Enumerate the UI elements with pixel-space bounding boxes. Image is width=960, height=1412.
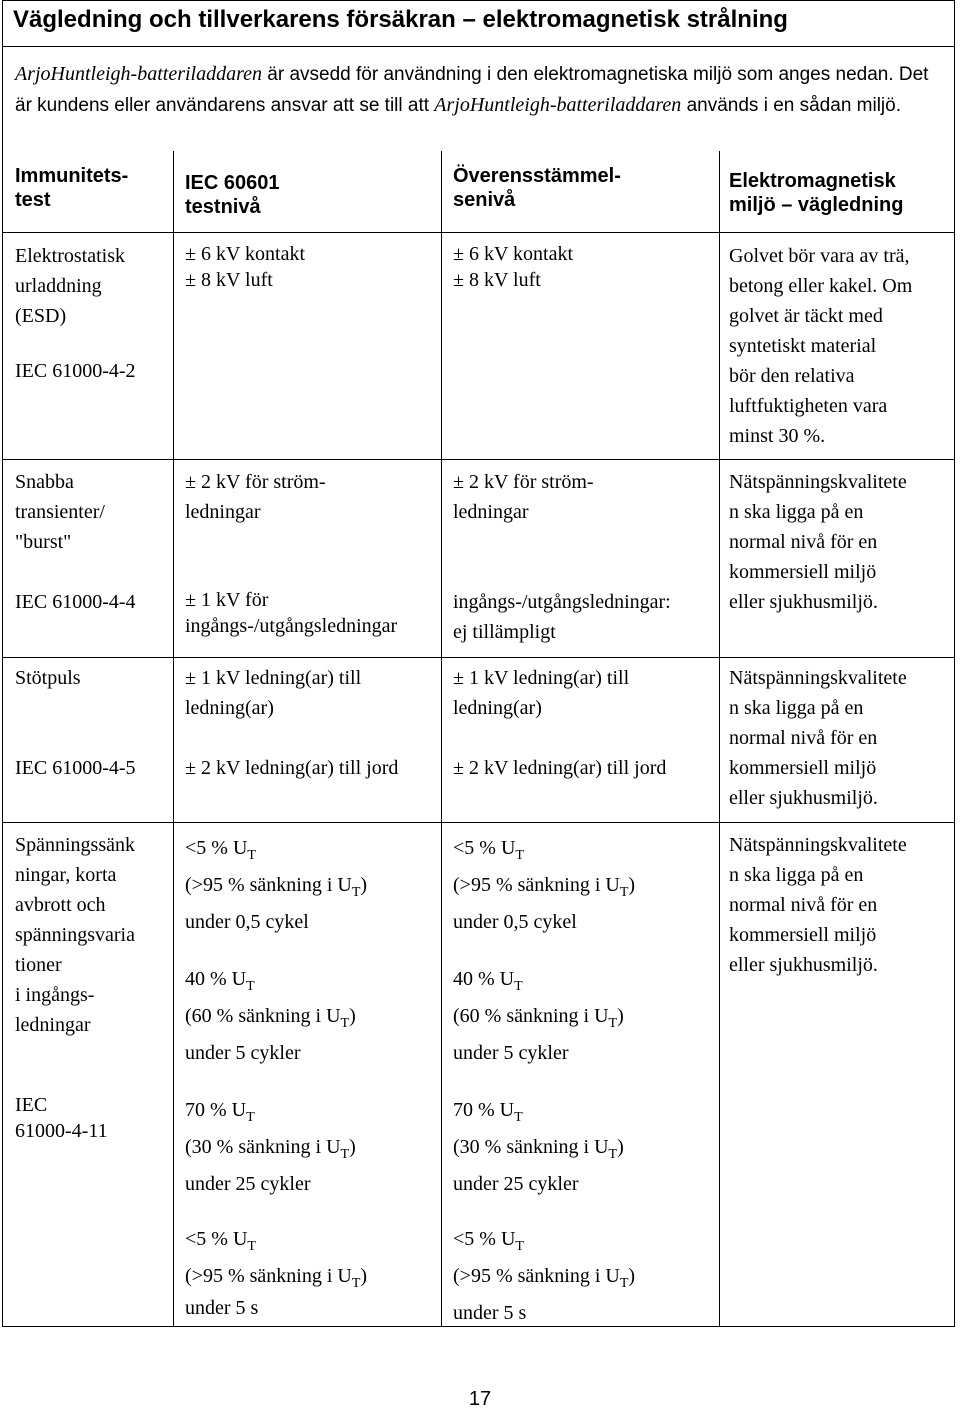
page-number: 17	[468, 1388, 492, 1410]
product-name: ArjoHuntleigh-batteriladdaren	[15, 63, 263, 85]
burst-guidance: Nätspänningskvalitete n ska ligga på en normal nivå för en kommersiell miljö eller sjukhusmiljö.	[729, 471, 907, 613]
column-divider	[173, 151, 174, 1327]
surge-compliance: ± 1 kV ledning(ar) till ledning(ar) ± 2 kV ledning(ar) till jord	[453, 667, 667, 779]
header-divider	[3, 232, 954, 233]
row-divider	[3, 657, 954, 658]
surge-guidance: Nätspänningskvalitete n ska ligga på en normal nivå för en kommersiell miljö eller sjukhusmiljö.	[729, 667, 907, 809]
header-test: Immunitets- test	[15, 165, 129, 211]
esd-test: Elektrostatisk urladdning (ESD) IEC 61000-4-2	[15, 245, 136, 382]
surge-level: ± 1 kV ledning(ar) till ledning(ar) ± 2 kV ledning(ar) till jord	[185, 667, 399, 779]
page-frame	[2, 0, 955, 1327]
esd-compliance: ± 6 kV kontakt ± 8 kV luft	[453, 243, 574, 291]
burst-compliance: ± 2 kV för ström- ledningar ingångs-/utgångsledningar: ej tillämpligt	[453, 471, 671, 643]
page-title: Vägledning och tillverkarens försäkran – elektromagnetisk strålning	[13, 6, 788, 33]
dips-guidance: Nätspänningskvalitete n ska ligga på en normal nivå för en kommersiell miljö eller sjukhusmiljö.	[729, 834, 907, 976]
row-divider	[3, 822, 954, 823]
dips-level-group-1: <5 % $U_T$ (>95 % sänkning i $U_T$) under 0,5 cykel	[185, 837, 368, 933]
product-name: ArjoHuntleigh-batteriladdaren	[434, 94, 682, 116]
intro-paragraph	[15, 59, 945, 121]
column-divider	[441, 151, 442, 1327]
burst-test: Snabba transienter/ "burst" IEC 61000-4-4	[15, 471, 136, 613]
esd-guidance: Golvet bör vara av trä, betong eller kakel. Om golvet är täckt med syntetiskt material bör den relativa luftfuktigheten vara minst 30 %.	[729, 245, 913, 447]
intro-text-2: används i en sådan miljö.	[681, 95, 901, 116]
header-level: IEC 60601 testnivå	[185, 172, 280, 218]
dips-level-group-4: <5 % $U_T$ (>95 % sänkning i $U_T$) under 5 s	[185, 1228, 368, 1319]
dips-compliance-group-1: <5 % $U_T$ (>95 % sänkning i $U_T$) under 0,5 cykel	[453, 837, 636, 933]
dips-compliance-group-3: 70 % $U_T$ (30 % sänkning i $U_T$) under 25 cykler	[453, 1099, 624, 1195]
column-divider	[719, 151, 720, 1327]
dips-test: Spänningssänk ningar, korta avbrott och spänningsvaria tioner i ingångs- ledningar IEC 61000-4-11	[15, 834, 135, 1142]
burst-level: ± 2 kV för ström- ledningar ± 1 kV för ingångs-/utgångsledningar	[185, 471, 398, 637]
esd-level: ± 6 kV kontakt ± 8 kV luft	[185, 243, 306, 291]
intro-text-1: är avsedd för användning i den elektromagnetiska miljö som anges nedan. Det är kundens eller användarens ansvar att se till att	[15, 64, 929, 116]
header-compliance: Överensstämmel- senivå	[453, 165, 621, 211]
dips-level-group-2: 40 % $U_T$ (60 % sänkning i $U_T$) under 5 cykler	[185, 968, 356, 1064]
title-band	[3, 1, 954, 47]
row-divider	[3, 459, 954, 460]
header-guidance: Elektromagnetisk miljö – vägledning	[729, 170, 904, 216]
dips-compliance-group-2: 40 % $U_T$ (60 % sänkning i $U_T$) under 5 cykler	[453, 968, 624, 1064]
surge-test: Stötpuls IEC 61000-4-5	[15, 667, 136, 779]
dips-level-group-3: 70 % $U_T$ (30 % sänkning i $U_T$) under 25 cykler	[185, 1099, 356, 1195]
dips-compliance-group-4: <5 % $U_T$ (>95 % sänkning i $U_T$) under 5 s	[453, 1228, 636, 1324]
